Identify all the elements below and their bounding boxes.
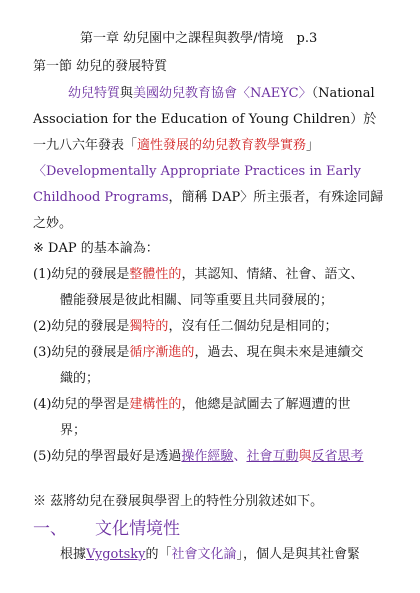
point-text: (4)幼兒的學習是 <box>33 397 130 412</box>
key-term-hands-on: 操作經驗 <box>181 449 234 464</box>
key-term-sequential: 循序漸進的 <box>129 345 195 360</box>
conjunction: 與 <box>298 449 312 464</box>
point-text: (2)幼兒的發展是 <box>33 319 130 334</box>
intro-line-5 <box>33 189 383 207</box>
dap-heading: ※ DAP 的基本論為： <box>33 241 159 256</box>
subsection-title: 文化情境性 <box>95 519 180 539</box>
subsection-number: 一、 <box>33 519 67 539</box>
org-fullname-start: （National <box>311 86 375 101</box>
point-text: ，他總是試圖去了解週遭的世 <box>181 397 351 412</box>
point-text: (1)幼兒的發展是 <box>33 267 130 282</box>
summary-note: ※ 茲將幼兒在發展與學習上的特性分別敘述如下。 <box>33 494 324 509</box>
subsection-heading <box>33 518 180 540</box>
term-child-traits: 幼兒特質 <box>68 86 121 101</box>
chapter-header: 第一章 幼兒園中之課程與教學/情境 p.3 <box>80 31 318 46</box>
point-text: ，其認知、情緒、社會、語文、 <box>181 267 364 282</box>
conjunction: 與 <box>120 86 134 101</box>
separator: 、 <box>233 449 247 464</box>
dap-point-1-cont: 體能發展是彼此相關、同等重要且共同發展的； <box>60 293 334 308</box>
point-text: (3)幼兒的發展是 <box>33 345 130 360</box>
dap-point-2 <box>33 318 337 336</box>
body-text: 根據 <box>60 547 87 562</box>
key-term-holistic: 整體性的 <box>129 267 182 282</box>
term-dap-title: 適性發展的幼兒教育教學實務 <box>137 138 307 153</box>
point-text: (5)幼兒的學習最好是透過 <box>33 449 182 464</box>
dap-point-3 <box>33 344 363 362</box>
dap-point-3-cont: 織的； <box>60 371 100 386</box>
term-programs: Childhood Programs <box>33 190 169 205</box>
dap-point-4-cont: 界； <box>60 423 87 438</box>
section-title: 第一節 幼兒的發展特質 <box>33 59 168 74</box>
intro-line-2: Association for the Education of Young Children）於 <box>33 112 377 127</box>
key-term-unique: 獨特的 <box>129 319 169 334</box>
intro-line-1 <box>68 85 375 103</box>
dap-point-1 <box>33 266 363 284</box>
term-naeyc: 美國幼兒教育協會〈NAEYC〉 <box>133 86 312 101</box>
dap-point-5 <box>33 448 364 466</box>
key-term-constructive: 建構性的 <box>129 397 182 412</box>
vygotsky-link: Vygotsky <box>86 547 146 562</box>
intro-line-3 <box>33 137 319 155</box>
term-sociocultural-theory: 社會文化論 <box>171 547 237 562</box>
key-term-reflection: 反省思考 <box>311 449 364 464</box>
intro-text: 一九八六年發表「 <box>33 138 138 153</box>
body-line-last <box>60 546 360 564</box>
key-term-social-interaction: 社會互動 <box>246 449 299 464</box>
body-text: 」，個人是與其社會緊 <box>236 547 361 562</box>
body-text: 的「 <box>145 547 172 562</box>
point-text: ，過去、現在與未來是連續交 <box>194 345 364 360</box>
intro-text: 」 <box>306 138 320 153</box>
intro-line-6: 之妙。 <box>33 216 73 231</box>
point-text: ，沒有任二個幼兒是相同的； <box>168 319 338 334</box>
intro-line-4: 〈Developmentally Appropriate Practices in Early <box>33 164 361 179</box>
dap-point-4 <box>33 396 350 414</box>
intro-text: ，簡稱 DAP〉所主張者，有殊途同歸 <box>168 190 384 205</box>
